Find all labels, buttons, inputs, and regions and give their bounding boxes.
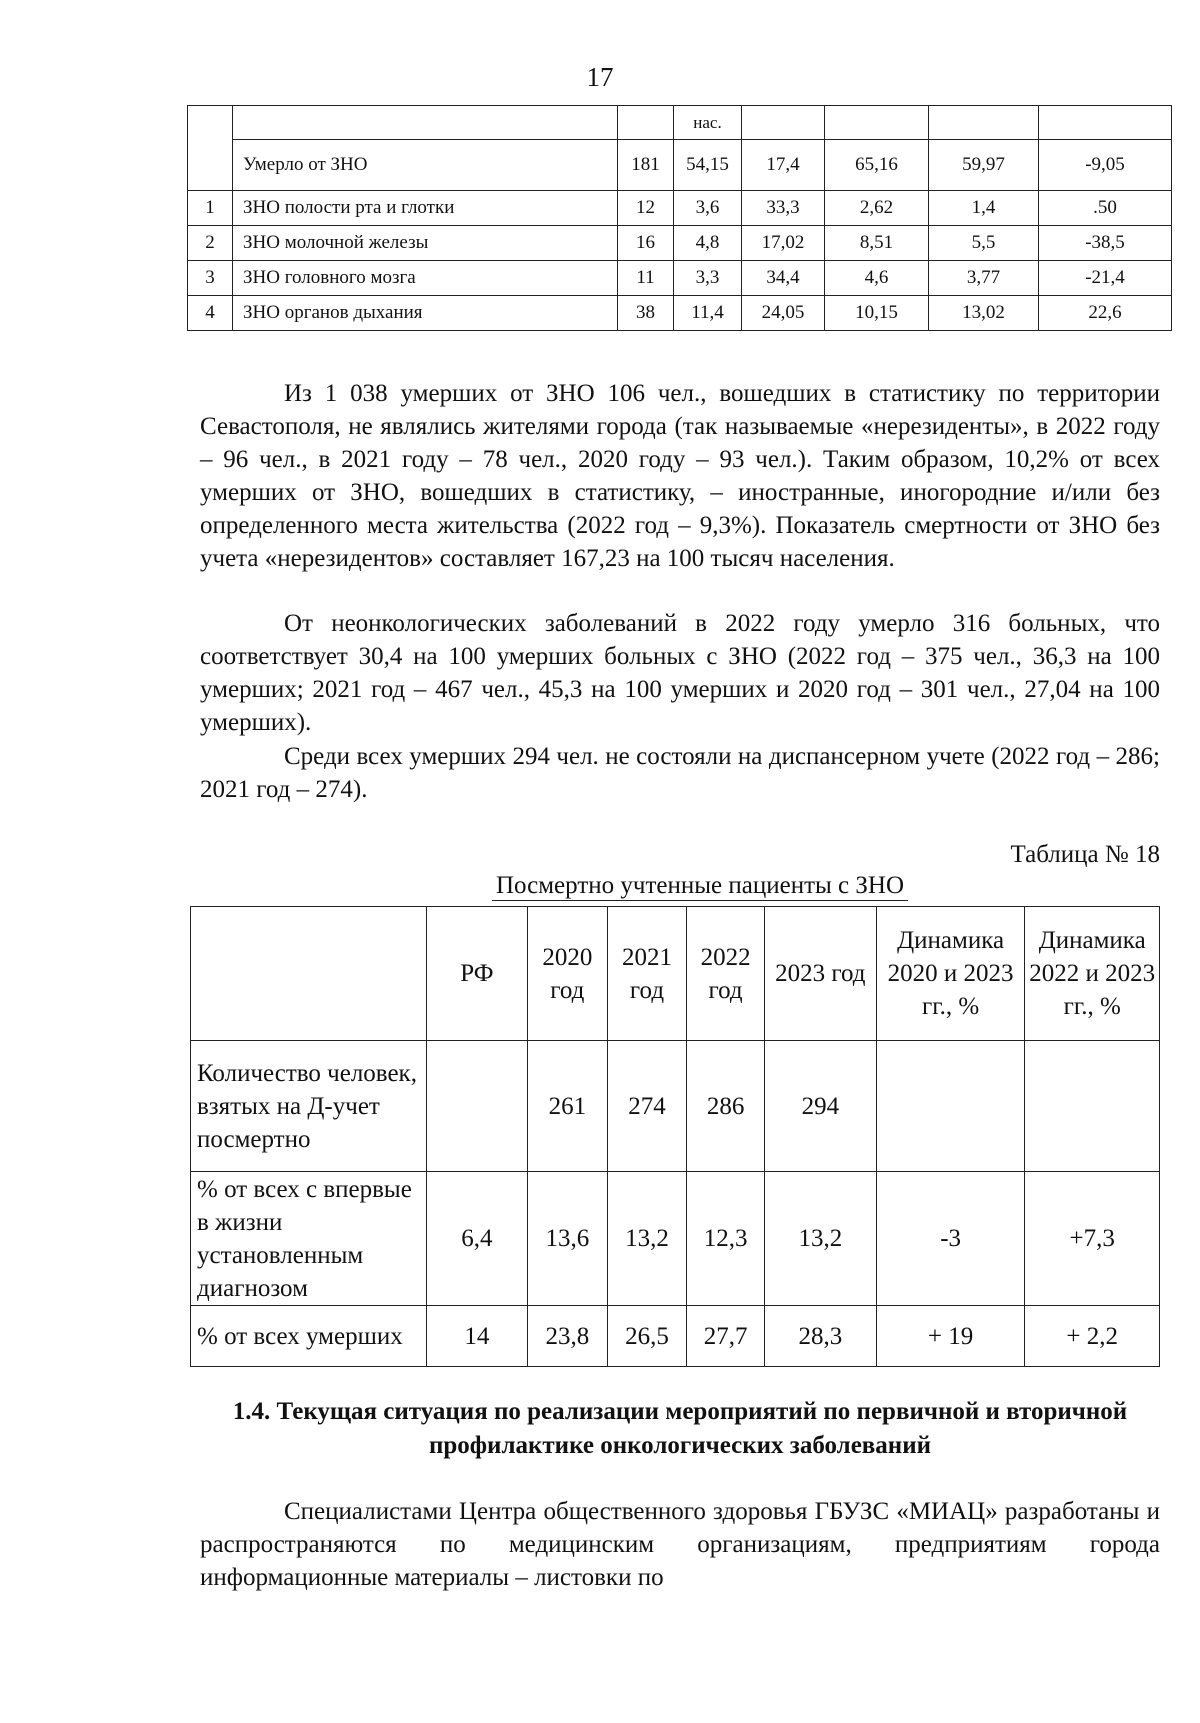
paragraph-dispensary [200,740,1160,806]
cell-rate: 54,15 [674,140,742,191]
header-unit: нас. [674,106,742,140]
table-cell [233,106,618,140]
table-row [188,296,1172,331]
paragraph-nonresidents [200,377,1160,575]
row-name: Умерло от ЗНО [233,140,618,191]
cell-count: 16 [618,226,674,261]
cell-value: 4,6 [825,261,929,296]
cell-count: 181 [618,140,674,191]
cell-value: 34,4 [742,261,825,296]
table-row [191,1172,1160,1306]
cell-value: 24,05 [742,296,825,331]
table-caption: Посмертно учтенные пациенты с ЗНО [200,872,1200,901]
cell-value: 1,4 [929,191,1039,226]
table-cell [929,106,1039,140]
cell-rate: 4,8 [674,226,742,261]
cell-count: 12 [618,191,674,226]
cell-rate: 3,3 [674,261,742,296]
cell-value: -9,05 [1039,140,1172,191]
paragraph-materials [200,1495,1160,1594]
paragraph-text: Среди всех умерших 294 чел. не состояли на диспансерном учете (2022 год – 286; 2021 год – 274). [200,743,1160,803]
cell-rate: 11,4 [674,296,742,331]
row-number: 4 [188,296,233,331]
page-number: 17 [586,62,614,92]
cell-value: 17,4 [742,140,825,191]
table-number-label: Таблица № 18 [1010,841,1160,868]
header-cell: 2020 год [527,907,607,1041]
row-name: ЗНО органов дыхания [233,296,618,331]
cell-dynamics-2022 [1025,1041,1160,1172]
cell-2023: 13,2 [764,1172,876,1306]
row-label: Количество человек, взятых на Д-учет посмертно [191,1041,427,1172]
cell-2020: 261 [527,1041,607,1172]
header-cell: 2023 год [764,907,876,1041]
table-row [191,1306,1160,1367]
table-header-row [191,907,1160,1041]
row-label: % от всех умерших [191,1306,427,1367]
cell-value: -38,5 [1039,226,1172,261]
paragraph-text: Специалистами Центра общественного здоровья ГБУЗС «МИАЦ» разработаны и распространяются по медицинским организациям, предприятиям города информационные материалы – листовки по [200,1498,1160,1591]
header-cell [191,907,427,1041]
cell-value: 33,3 [742,191,825,226]
cell-value: 2,62 [825,191,929,226]
cell-value: 8,51 [825,226,929,261]
table-cell [1039,106,1172,140]
cell-count: 38 [618,296,674,331]
cell-2022: 286 [687,1041,765,1172]
row-label: % от всех с впервые в жизни установленным диагнозом [191,1172,427,1306]
table-cell [742,106,825,140]
cell-rf: 14 [426,1306,527,1367]
row-number: 2 [188,226,233,261]
cell-value: 5,5 [929,226,1039,261]
cell-2020: 23,8 [527,1306,607,1367]
header-cell: РФ [426,907,527,1041]
cell-rf: 6,4 [426,1172,527,1306]
row-number: 3 [188,261,233,296]
cell-dynamics-2022: + 2,2 [1025,1306,1160,1367]
posthumous-patients-table [190,906,1160,1367]
cell-2020: 13,6 [527,1172,607,1306]
cell-value: 13,02 [929,296,1039,331]
cell-dynamics-2022: +7,3 [1025,1172,1160,1306]
row-name: ЗНО молочной железы [233,226,618,261]
cell-rf [426,1041,527,1172]
cell-dynamics-2020 [876,1041,1025,1172]
cell-2022: 27,7 [687,1306,765,1367]
cell-2023: 28,3 [764,1306,876,1367]
cell-value: 22,6 [1039,296,1172,331]
table-row [188,191,1172,226]
table-cell [188,106,233,191]
header-cell: 2022 год [687,907,765,1041]
cell-value: -21,4 [1039,261,1172,296]
table-cell [618,106,674,140]
cell-2021: 274 [607,1041,687,1172]
cell-dynamics-2020: -3 [876,1172,1025,1306]
header-cell: Динамика 2022 и 2023 гг., % [1025,907,1160,1041]
header-cell: 2021 год [607,907,687,1041]
section-heading: 1.4. Текущая ситуация по реализации мероприятий по первичной и вторичной профилактике онкологических заболеваний [232,1398,1128,1459]
cell-dynamics-2020: + 19 [876,1306,1025,1367]
cell-2021: 26,5 [607,1306,687,1367]
table-row [191,1041,1160,1172]
paragraph-text: Из 1 038 умерших от ЗНО 106 чел., вошедших в статистику по территории Севастополя, не являлись жителями города (так называемые «нерезиденты», в 2022 году – 96 чел., в 2021 году – 78 чел., 2020 году – 93 чел.). Таким образом, 10,2% от всех умерших от ЗНО, вошедших в статистику, – иностранные, иногородние и/или без определенного места жительства (2022 год – 9,3%). Показатель смертности от ЗНО без учета «нерезидентов» составляет 167,23 на 100 тысяч населения. [200,380,1160,572]
cell-value: 10,15 [825,296,929,331]
cell-count: 11 [618,261,674,296]
cell-2021: 13,2 [607,1172,687,1306]
paragraph-nononcological [200,607,1160,739]
row-name: ЗНО головного мозга [233,261,618,296]
cell-value: 17,02 [742,226,825,261]
cell-value: 59,97 [929,140,1039,191]
row-name: ЗНО полости рта и глотки [233,191,618,226]
cell-value: 3,77 [929,261,1039,296]
mortality-table-continued [187,105,1172,331]
table-row [188,226,1172,261]
table-row [188,261,1172,296]
paragraph-text: От неонкологических заболеваний в 2022 году умерло 316 больных, что соответствует 30,4 на 100 умерших больных с ЗНО (2022 год – 375 чел., 36,3 на 100 умерших; 2021 год – 467 чел., 45,3 на 100 умерших и 2020 год – 301 чел., 27,04 на 100 умерших). [200,610,1160,736]
cell-value: 65,16 [825,140,929,191]
table-cell [825,106,929,140]
cell-2022: 12,3 [687,1172,765,1306]
cell-2023: 294 [764,1041,876,1172]
row-number: 1 [188,191,233,226]
cell-rate: 3,6 [674,191,742,226]
header-cell: Динамика 2020 и 2023 гг., % [876,907,1025,1041]
cell-value: .50 [1039,191,1172,226]
